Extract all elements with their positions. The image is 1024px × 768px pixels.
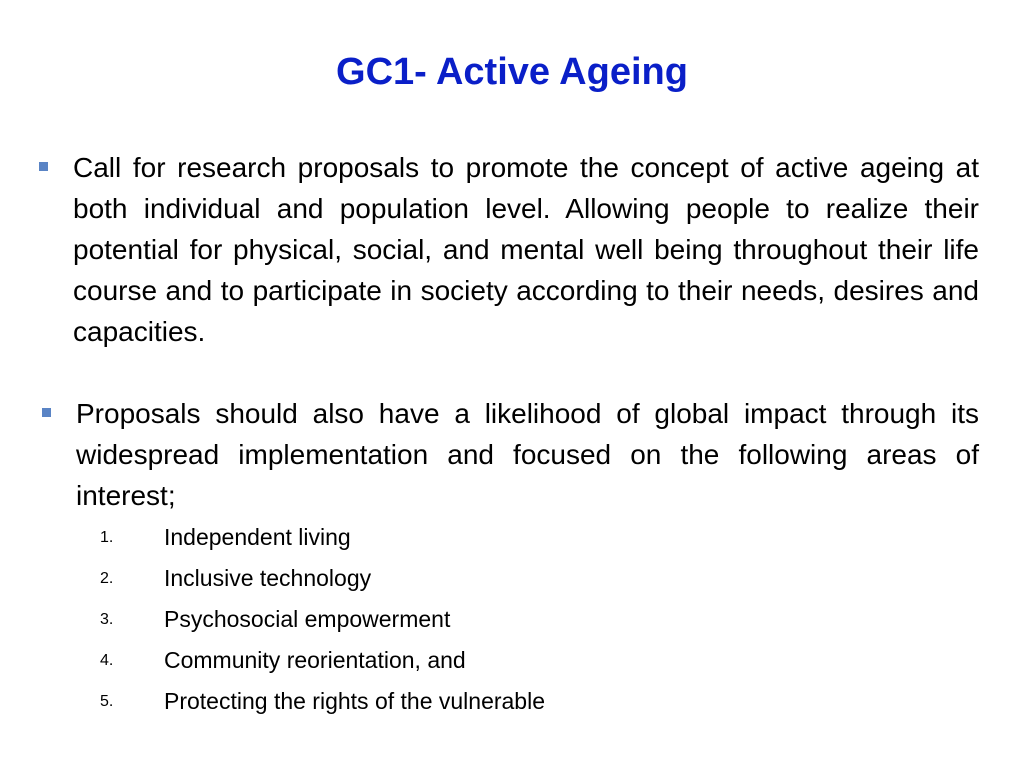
square-bullet-icon <box>42 408 51 417</box>
list-number: 3. <box>100 611 114 628</box>
list-item-text: Community reorientation, and <box>164 647 466 673</box>
list-item-text: Independent living <box>164 524 351 550</box>
list-number: 2. <box>100 570 114 587</box>
bullet-text: Proposals should also have a likelihood of global impact through its widespread implementation and focused on the following areas of interest; <box>76 398 979 511</box>
list-item-text: Inclusive technology <box>164 565 372 591</box>
list-number: 4. <box>100 652 114 669</box>
list-number: 1. <box>100 529 114 546</box>
list-item-text: Psychosocial empowerment <box>164 606 451 632</box>
list-number: 5. <box>100 693 114 710</box>
square-bullet-icon <box>39 162 48 171</box>
list-item-text: Protecting the rights of the vulnerable <box>164 688 546 714</box>
slide-title: GC1- Active Ageing <box>336 51 688 93</box>
bullet-item <box>76 393 979 516</box>
bullet-text: Call for research proposals to promote the concept of active ageing at both individual and population level. Allowing people to realize their potential for physical, social, and mental well being throughout their life course and to participate in society according to their needs, desires and capacities. <box>73 152 979 347</box>
bullet-item <box>73 147 979 352</box>
